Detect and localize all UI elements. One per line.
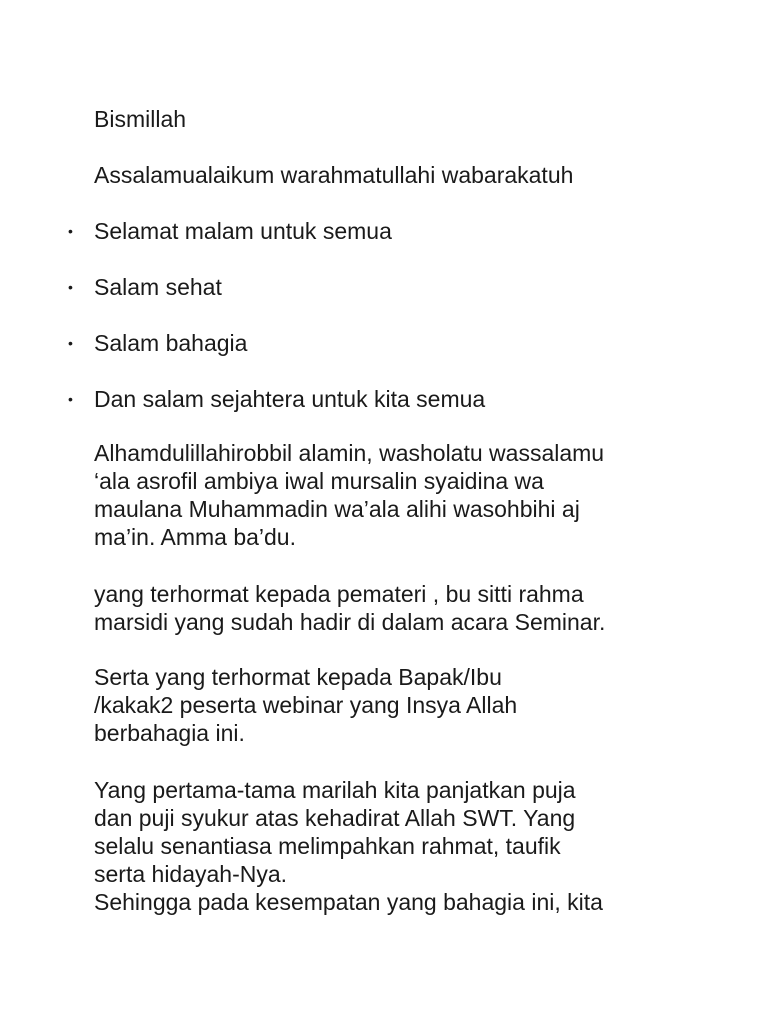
paragraph-line: maulana Muhammadin wa’ala alihi wasohbihi aj — [94, 496, 580, 522]
bullet-marker: • — [68, 223, 73, 239]
paragraph-line: marsidi yang sudah hadir di dalam acara Seminar. — [94, 609, 606, 635]
paragraph-line: Alhamdulillahirobbil alamin, washolatu wassalamu — [94, 440, 605, 466]
paragraph-line: Serta yang terhormat kepada Bapak/Ibu — [94, 664, 502, 690]
paragraph-speaker-greeting — [94, 580, 694, 636]
paragraph-line: serta hidayah-Nya. — [94, 861, 288, 887]
bullet-marker: • — [68, 391, 73, 407]
paragraph-line: selalu senantiasa melimpahkan rahmat, taufik — [94, 833, 561, 859]
greeting-salam: Assalamualaikum warahmatullahi wabarakatuh — [94, 162, 574, 188]
bullet-marker: • — [68, 335, 73, 351]
paragraph-line: Sehingga pada kesempatan yang bahagia ini, kita — [94, 889, 603, 915]
paragraph-line: ma’in. Amma ba’du. — [94, 524, 296, 550]
paragraph-line: dan puji syukur atas kehadirat Allah SWT. Yang — [94, 805, 576, 831]
paragraph-line: /kakak2 peserta webinar yang Insya Allah — [94, 692, 518, 718]
paragraph-opening-prayer — [94, 439, 694, 551]
bullet-item: Dan salam sejahtera untuk kita semua — [94, 386, 486, 412]
bullet-item: Salam bahagia — [94, 330, 248, 356]
paragraph-line: yang terhormat kepada pemateri , bu sitti rahma — [94, 581, 584, 607]
greeting-bismillah: Bismillah — [94, 106, 187, 132]
paragraph-gratitude — [94, 776, 694, 916]
paragraph-line: berbahagia ini. — [94, 720, 245, 746]
paragraph-line: Yang pertama-tama marilah kita panjatkan puja — [94, 777, 576, 803]
bullet-item: Selamat malam untuk semua — [94, 218, 392, 244]
bullet-marker: • — [68, 279, 73, 295]
bullet-item: Salam sehat — [94, 274, 222, 300]
paragraph-participant-greeting — [94, 663, 694, 747]
paragraph-line: ‘ala asrofil ambiya iwal mursalin syaidina wa — [94, 468, 544, 494]
